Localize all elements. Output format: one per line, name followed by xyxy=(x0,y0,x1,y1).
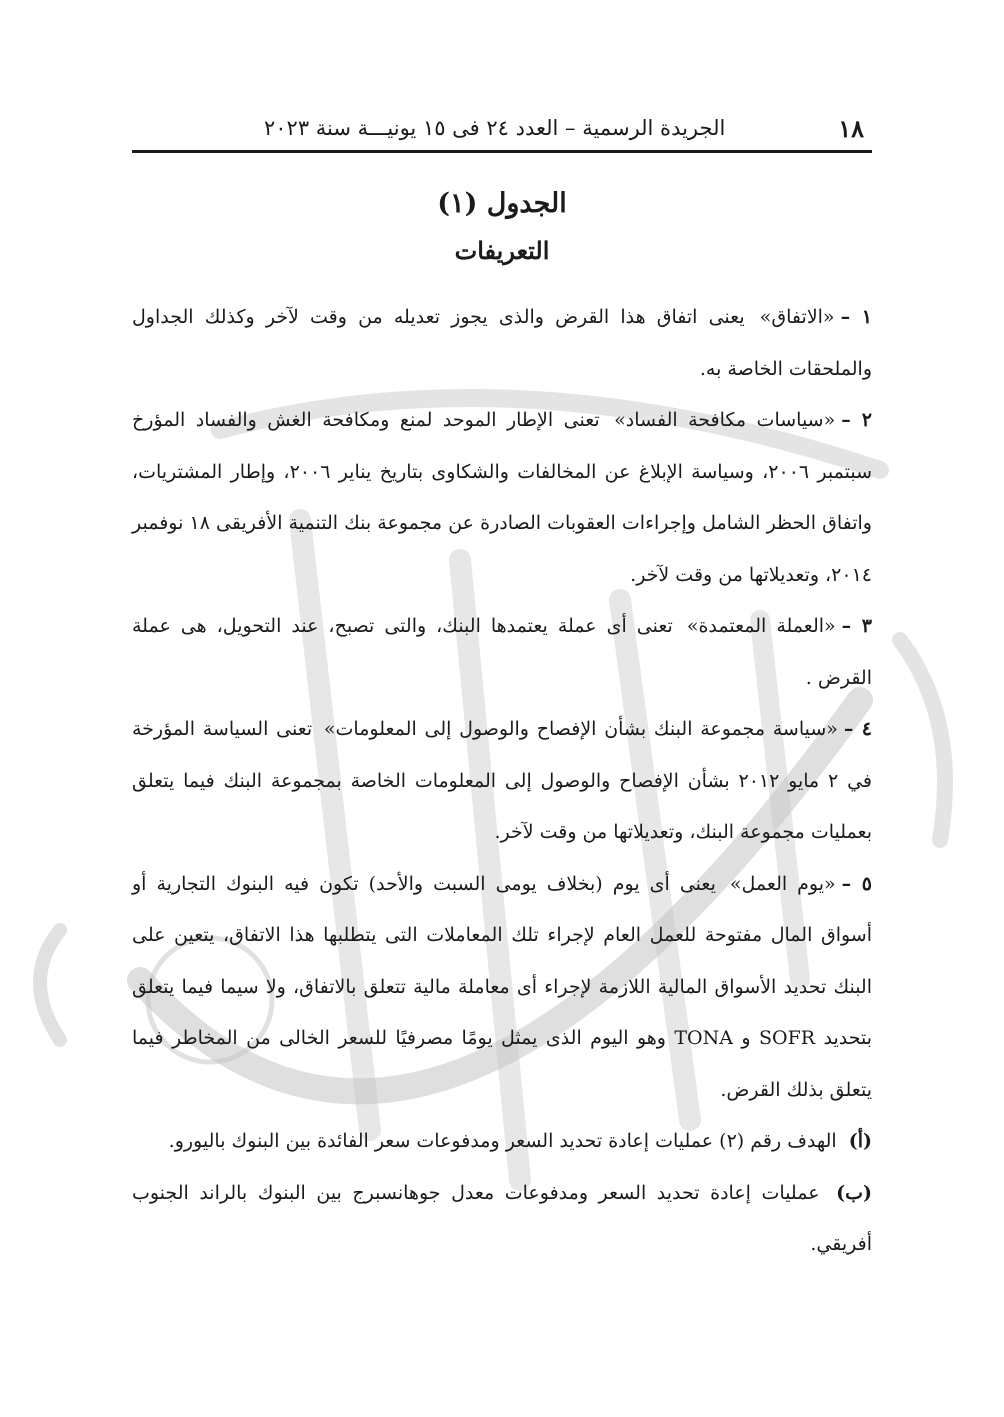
sub-item: (أ) الهدف رقم (٢) عمليات إعادة تحديد السعر ومدفوعات سعر الفائدة بين البنوك باليورو. xyxy=(168,1130,872,1152)
definition-paragraph: ٤ –«سياسة مجموعة البنك بشأن الإفصاح والوصول إلى المعلومات» تعنى السياسة المؤرخة في ٢ مايو ٢٠١٢ بشأن الإفصاح والوصول إلى المعلومات الخاصة بمجموعة البنك فيما يتعلق بعمليات مجموعة البنك، وتعديلاتها من وقت لآخر. xyxy=(132,718,872,843)
definition-paragraph: ٢ –«سياسات مكافحة الفساد» تعنى الإطار الموحد لمنع ومكافحة الغش والفساد المؤرخ سبتمبر ٢٠٠٦، وسياسة الإبلاغ عن المخالفات والشكاوى بتاريخ يناير ٢٠٠٦، وإطار المشتريات، واتفاق الحظر الشامل وإجراءات العقوبات الصادرة عن مجموعة بنك التنمية الأفريقى ١٨ نوفمبر ٢٠١٤، وتعديلاتها من وقت لآخر. xyxy=(132,409,872,586)
definitions-heading: التعريفات xyxy=(454,236,550,265)
running-head: الجريدة الرسمية – العدد ٢٤ فى ١٥ يونيـــة سنة ٢٠٢٣ xyxy=(264,116,726,140)
definition-paragraph: ٥ –«يوم العمل» يعنى أى يوم (بخلاف يومى السبت والأحد) تكون فيه البنوك التجارية أو أسواق المال مفتوحة للعمل العام لإجراء تلك المعاملات التى يتطلبها هذا الاتفاق، يتعين على البنك تحديد الأسواق المالية اللازمة لإجراء أى معاملة مالية تتعلق بالاتفاق، ولا سيما فيما يتعلق بتحديد SOFR و TONA وهو اليوم الذى يمثل يومًا مصرفيًا للسعر الخالى من المخاطر فيما يتعلق بذلك القرض. xyxy=(132,872,873,1101)
sub-item: (ب) عمليات إعادة تحديد السعر ومدفوعات معدل جوهانسبرج بين البنوك بالراند الجنوب أفريقي. xyxy=(132,1181,872,1255)
definition-paragraph: ١ –«الاتفاق» يعنى اتفاق هذا القرض والذى يجوز تعديله من وقت لآخر وكذلك الجداول والملحقات الخاصة به. xyxy=(132,306,872,380)
page-header xyxy=(132,108,872,153)
schedule-title: الجدول (١) xyxy=(437,188,567,219)
page-number: ١٨ xyxy=(838,114,864,143)
definition-paragraph: ٣ –«العملة المعتمدة» تعنى أى عملة يعتمدها البنك، والتى تصبح، عند التحويل، هى عملة القرض . xyxy=(132,615,872,689)
definitions-body xyxy=(132,292,872,1271)
